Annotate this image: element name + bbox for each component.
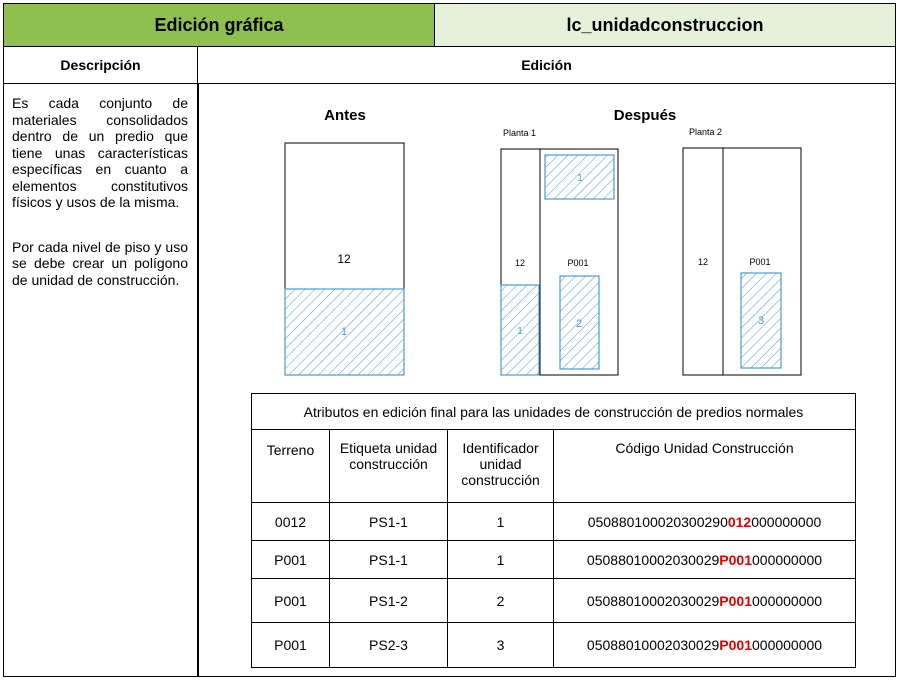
cell-terreno: 0012 bbox=[252, 503, 330, 541]
page-title: Edición gráfica bbox=[154, 14, 284, 35]
cell-terreno: P001 bbox=[252, 541, 330, 579]
code-highlight: P001 bbox=[719, 551, 752, 568]
cell-codigo: 05088010002030029P001000000000 bbox=[554, 541, 856, 579]
cell-etiqueta: PS1-1 bbox=[330, 541, 448, 579]
cell-identificador: 1 bbox=[448, 541, 554, 579]
cell-codigo: 05088010002030029P001000000000 bbox=[554, 579, 856, 623]
planta2-caption: Planta 2 bbox=[689, 127, 723, 137]
planta2-unit-label: 3 bbox=[757, 315, 765, 327]
description-text bbox=[12, 95, 188, 316]
edition-header: Edición bbox=[198, 47, 895, 84]
col-header-identificador: Identificador unidad construcción bbox=[448, 430, 554, 503]
col-header-codigo: Código Unidad Construcción bbox=[554, 430, 856, 503]
cell-etiqueta: PS1-1 bbox=[330, 503, 448, 541]
cell-terreno: P001 bbox=[252, 579, 330, 623]
edition-diagram bbox=[199, 85, 894, 385]
cell-identificador: 2 bbox=[448, 579, 554, 623]
code-highlight: P001 bbox=[719, 592, 752, 609]
planta1-unit-top-label: 1 bbox=[577, 173, 583, 184]
planta1-unit-left-label: 1 bbox=[517, 326, 523, 337]
cell-codigo: 050880100020300290012000000000 bbox=[554, 503, 856, 541]
planta2-terrain-label: 12 bbox=[697, 257, 709, 267]
cell-terreno: P001 bbox=[252, 623, 330, 668]
code-highlight: P001 bbox=[719, 637, 752, 653]
planta1-unit-right-label: 2 bbox=[575, 318, 583, 330]
cell-codigo: 05088010002030029P001000000000 bbox=[554, 623, 856, 668]
planta2-predio-label: P001 bbox=[749, 257, 771, 267]
cell-identificador: 1 bbox=[448, 503, 554, 541]
table-row bbox=[252, 541, 856, 579]
col-header-etiqueta: Etiqueta unidad construcción bbox=[330, 430, 448, 503]
header-right-cell bbox=[435, 4, 895, 47]
table-title: Atributos en edición final para las unidades de construcción de predios normales bbox=[252, 394, 856, 430]
description-header: Descripción bbox=[4, 47, 198, 84]
table-row bbox=[252, 579, 856, 623]
cell-etiqueta: PS1-2 bbox=[330, 579, 448, 623]
description-paragraph: Es cada conjunto de materiales consolidados dentro de un predio que tiene unas características específicas en cuanto a elementos constitutivos físicos y usos de la misma. bbox=[12, 95, 188, 210]
header-left-cell bbox=[4, 4, 435, 47]
despues-title: Después bbox=[613, 107, 677, 124]
antes-unit-label: 1 bbox=[340, 326, 348, 338]
code-highlight: 012 bbox=[727, 513, 752, 530]
antes-terrain-label: 12 bbox=[337, 252, 351, 266]
antes-title: Antes bbox=[324, 107, 366, 124]
table-row bbox=[252, 623, 856, 668]
cell-etiqueta: PS2-3 bbox=[330, 623, 448, 668]
attributes-table bbox=[251, 393, 856, 668]
layer-name: lc_unidadconstruccion bbox=[566, 14, 764, 35]
col-header-terreno: Terreno bbox=[252, 430, 330, 503]
planta1-terrain-label: 12 bbox=[514, 258, 526, 268]
cell-identificador: 3 bbox=[448, 623, 554, 668]
planta1-caption: Planta 1 bbox=[503, 128, 537, 138]
planta1-predio-label: P001 bbox=[567, 258, 589, 268]
description-paragraph: Por cada nivel de piso y uso se debe crear un polígono de unidad de construcción. bbox=[12, 238, 188, 288]
table-row bbox=[252, 503, 856, 541]
